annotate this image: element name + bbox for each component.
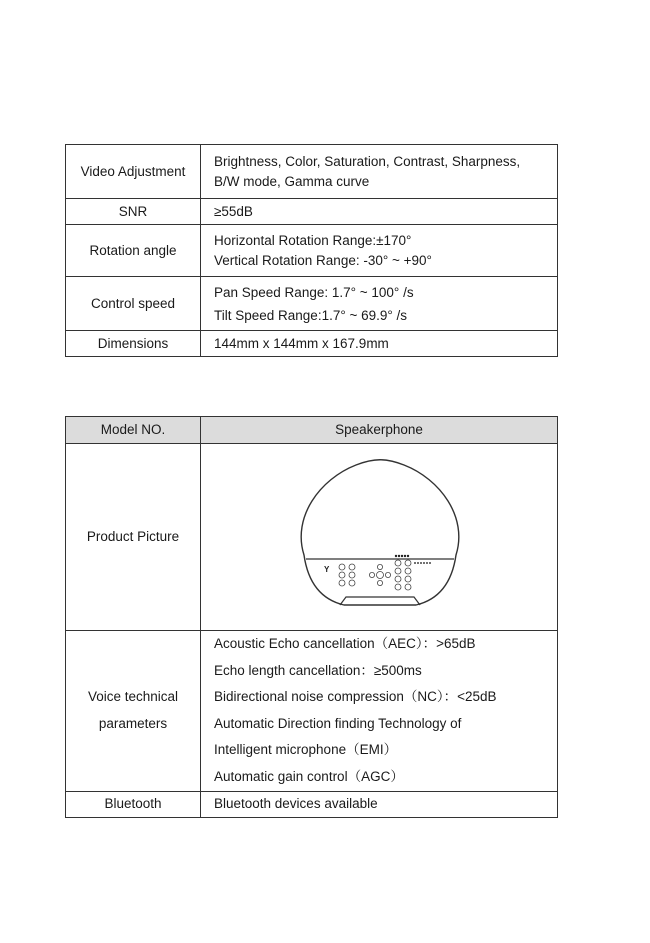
label-line: parameters	[98, 715, 168, 731]
table-row	[66, 145, 558, 199]
product-picture-cell	[201, 444, 558, 631]
row-value	[201, 199, 558, 225]
row-label: Bluetooth	[66, 791, 201, 817]
value-line: Automatic Direction finding Technology of	[214, 715, 462, 731]
speakerphone-device-icon	[298, 457, 462, 615]
row-label: Control speed	[66, 277, 201, 331]
value-line: Pan Speed Range: 1.7° ~ 100° /s	[214, 284, 414, 300]
row-value	[201, 631, 558, 792]
table-row	[66, 225, 558, 277]
row-label: Product Picture	[66, 444, 201, 631]
value-line: 144mm x 144mm x 167.9mm	[214, 335, 389, 351]
value-line: Intelligent microphone（EMI）	[214, 742, 398, 758]
header-value: Speakerphone	[201, 417, 558, 444]
row-label: SNR	[66, 199, 201, 225]
row-value	[201, 277, 558, 331]
value-line: Automatic gain control（AGC）	[214, 768, 404, 784]
spec-table	[65, 144, 558, 357]
table-row	[66, 331, 558, 357]
table-header-row	[66, 417, 558, 444]
label-line: Voice technical	[87, 689, 179, 705]
row-label: Rotation angle	[66, 225, 201, 277]
speakerphone-table	[65, 416, 558, 818]
value-line: Bidirectional noise compression（NC）：<25dB	[214, 689, 497, 705]
table-row	[66, 199, 558, 225]
row-value	[201, 145, 558, 199]
value-line: ≥55dB	[214, 203, 253, 219]
row-label: Dimensions	[66, 331, 201, 357]
table-row	[66, 444, 558, 631]
value-line: Horizontal Rotation Range:±170°	[214, 232, 412, 248]
value-line: Vertical Rotation Range: -30° ~ +90°	[214, 252, 432, 268]
row-value	[201, 225, 558, 277]
row-value: Bluetooth devices available	[201, 791, 558, 817]
value-line: Echo length cancellation：≥500ms	[214, 662, 422, 678]
row-label	[66, 631, 201, 792]
table-row	[66, 791, 558, 817]
value-line: Brightness, Color, Saturation, Contrast, Sharpness,	[214, 153, 521, 169]
row-value	[201, 331, 558, 357]
logo-text: Y	[324, 565, 330, 574]
value-line: Acoustic Echo cancellation（AEC）：>65dB	[214, 636, 476, 651]
table-row	[66, 277, 558, 331]
header-label: Model NO.	[66, 417, 201, 444]
value-line: Tilt Speed Range:1.7° ~ 69.9° /s	[214, 307, 408, 323]
row-label: Video Adjustment	[66, 145, 201, 199]
table-row	[66, 631, 558, 792]
value-line: B/W mode, Gamma curve	[214, 173, 370, 189]
